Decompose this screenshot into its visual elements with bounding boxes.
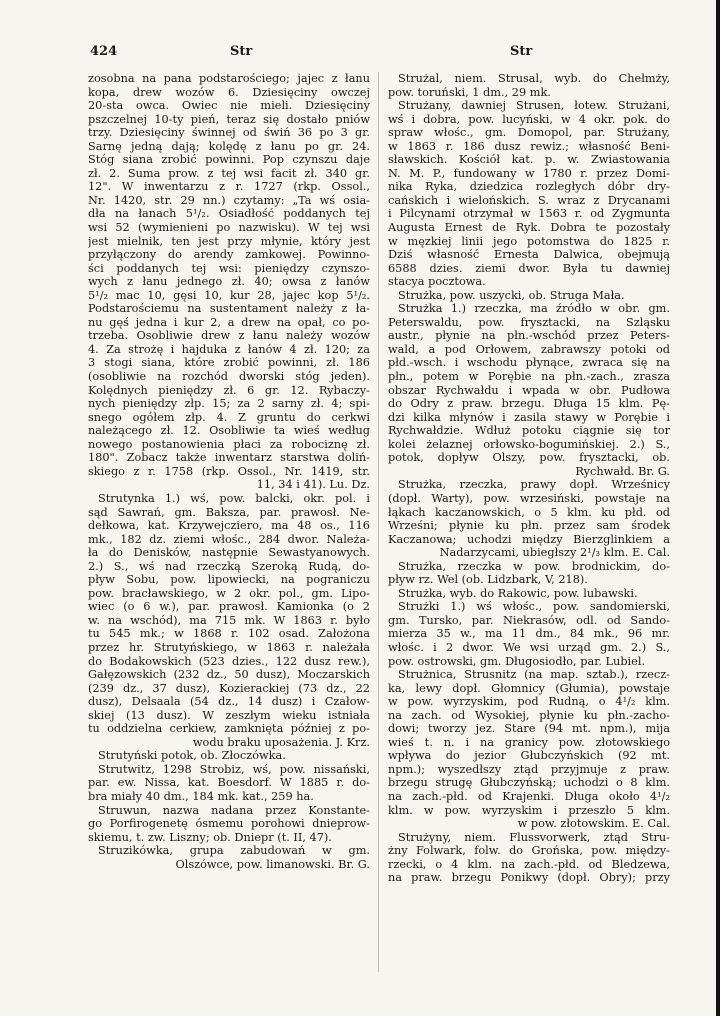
text-line: dusz), Delsaala (54 dz., 14 dusz) i Czałow- (88, 695, 370, 709)
text-line: brzegu strugę Głubczyńską; uchodzi o 8 klm. (388, 776, 670, 790)
right-text-column (388, 72, 670, 885)
text-line: Strużyny, niem. Flussvorwerk, ztąd Stru- (398, 830, 670, 844)
text-line: zł. 2. Suma prow. z tej wsi facit zł. 340 gr. (88, 166, 370, 180)
text-line: płn., potem w Porębie na płn.-zach., zrasza (388, 370, 670, 384)
page-edge-rule (716, 0, 720, 1016)
text-line: 2.) S., wś nad rzeczką Szeroką Rudą, do- (88, 559, 370, 573)
text-line: 180". Zobacz także inwentarz starstwa doliń- (88, 451, 370, 465)
text-line: go Porfirogenetę ósmemu porohowi dnieprow- (88, 817, 370, 831)
text-line: nu gęś jedna i kur 2, a drew na opał, co po- (88, 315, 370, 329)
text-line: w pow. złotowskim. E. Cal. (517, 817, 670, 831)
text-line: pływ rz. Wel (ob. Lidzbark, V, 218). (388, 573, 588, 587)
text-line: tu oddzielna cerkiew, zamknięta później z po- (88, 722, 370, 736)
text-line: wych z łanu jednego zł. 40; owsa z łanów (88, 275, 370, 289)
text-line: Rychwałdzie. Wdłuż potoku ciągnie się tor (388, 424, 670, 438)
text-line: 3 stogi siana, które zrobić powinni, zł. 186 (88, 356, 370, 370)
text-line: Dziś własność Ernesta Dalwica, obejmują (388, 248, 670, 262)
text-line: Struzikówka, grupa zabudowań w gm. (98, 844, 370, 858)
text-line: tu 545 mk.; w 1868 r. 102 osad. Założona (88, 627, 370, 641)
text-line: Kolędnych pieniędzy zł. 6 gr. 12. Rybaczy- (88, 383, 370, 397)
text-line: Sarnę jedną dają; kolędę z łanu po gr. 24. (88, 139, 370, 153)
text-line: N. M. P., fundowany w 1780 r. przez Domi- (388, 166, 670, 180)
text-line: nych pieniędzy złp. 15; za 2 sarny zł. 4; spi- (88, 397, 370, 411)
text-line: mierza 35 w., ma 11 dm., 84 mk., 96 mr. (388, 627, 670, 641)
text-line: dła na łanach 5¹/₂. Osiadłość poddanych tej (88, 207, 370, 221)
text-line: płd.-wsch. i wschodu płynące, zwraca się na (388, 356, 670, 370)
text-line: Peterswaldu, pow. frysztacki, na Szląsku (388, 315, 670, 329)
text-line: trzy. Dziesięciny świnnej od świń 36 po 3 gr. (88, 126, 370, 140)
text-line: par. ew. Nissa, kat. Boesdorf. W 1885 r. do- (88, 776, 370, 790)
text-line: austr., płynie na płn.-wschód przez Peters- (388, 329, 670, 343)
text-line: Kaczanowa; uchodzi między Bierzglinkiem a (388, 532, 670, 546)
text-line: wiec (o 6 w.), par. prawosł. Kamionka (o 2 (88, 600, 370, 614)
text-line: na zach. od Wysokiej, płynie ku płn.-zacho- (388, 708, 670, 722)
text-line: nika Ryka, dziedzica rozległych dóbr dry- (388, 180, 670, 194)
text-line: skiemu, t. zw. Liszny; ob. Dniepr (t. II, 47). (88, 830, 332, 844)
text-line: Strużka 1.) rzeczka, ma źródło w obr. gm. (398, 302, 670, 316)
text-line: Rychwałd. Br. G. (575, 464, 670, 478)
text-line: (osobliwie na rozchód dworski stóg jeden). (88, 370, 370, 384)
text-line: skiej (13 dusz). W zeszłym wieku istniała (88, 708, 370, 722)
text-line: na praw. brzegu Ponikwy (dopł. Obry); przy (388, 871, 670, 885)
right-running-head: Str (510, 44, 533, 59)
text-line: rzecki, o 4 klm. na zach.-płd. od Bledzewa, (388, 857, 670, 871)
text-line: wś i dobra, pow. lucyński, w 4 okr. pok. do (388, 112, 670, 126)
text-line: Strutynka 1.) wś, pow. balcki, okr. pol. i (98, 491, 370, 505)
left-text-column (88, 72, 370, 871)
text-line: Wrześni; płynie ku płn. przez sam środek (388, 519, 670, 533)
text-line: mk., 182 dz. ziemi włośc., 284 dwor. Należa- (88, 532, 370, 546)
text-line: wieś t. n. i na granicy pow. złotowskiego (388, 735, 670, 749)
text-line: pszczelnej 10-ty pień, teraz się dostało pniów (88, 112, 370, 126)
text-line: 11, 34 i 41). Lu. Dz. (256, 478, 370, 492)
text-line: Strużka, pow. uszycki, ob. Struga Mała. (398, 288, 625, 302)
text-line: Struwun, nazwa nadana przez Konstante- (98, 803, 370, 817)
text-line: potok, dopływ Olszy, pow. frysztacki, ob. (388, 451, 670, 465)
text-line: Strutyński potok, ob. Złoczówka. (98, 749, 286, 763)
text-line: snego ogółem złp. 4. Z gruntu do cerkwi (88, 410, 370, 424)
text-line: pow. bracławskiego, w 2 okr. pol., gm. Lipo- (88, 586, 370, 600)
left-running-head: Str (230, 44, 253, 59)
text-line: w męzkiej linii jego potomstwa do 1825 r. (388, 234, 670, 248)
text-line: npm.); wyszedłszy ztąd przyjmuje z praw. (388, 762, 670, 776)
text-line: Strużka, wyb. do Rakowic, pow. lubawski. (398, 586, 638, 600)
text-line: Strutwitz, 1298 Strobiz, wś, pow. nissański, (98, 762, 370, 776)
text-line: 6588 dzies. ziemi dwor. Była tu dawniej (388, 261, 670, 275)
text-line: do Bodakowskich (523 dzies., 122 dusz rew.), (88, 654, 370, 668)
text-line: (dopł. Warty), pow. wrzesiński, powstaje na (388, 491, 670, 505)
text-line: skiego z r. 1758 (rkp. Ossol., Nr. 1419, str. (88, 464, 370, 478)
text-line: Nr. 1420, str. 29 nn.) czytamy: „Ta wś osia- (88, 193, 370, 207)
text-line: pow. ostrowski, gm. Długosiodło, par. Lubiel. (388, 654, 646, 668)
text-line: Augusta Ernest de Ryk. Dobra te pozostały (388, 221, 670, 235)
text-line: przez hr. Strutyńskiego, w 1863 r. należała (88, 640, 370, 654)
text-line: Nadarzycami, ubiegłszy 2¹/₃ klm. E. Cal. (439, 546, 670, 560)
column-divider (378, 72, 379, 972)
text-line: Strużka, rzeczka w pow. brodnickim, do- (398, 559, 670, 573)
text-line: klm. w pow. wyrzyskim i przeszło 5 klm. (388, 803, 670, 817)
text-line: żny Folwark, folw. do Grońska, pow. między- (388, 844, 670, 858)
text-line: dzi kilka młynów i zasila stawy w Porębie i (388, 410, 670, 424)
page-header (90, 44, 690, 64)
text-line: zosobna na pana podstarościego; jajec z łanu (88, 72, 370, 85)
text-line: 5¹/₂ mac 10, gęsi 10, kur 28, jajec kop 5¹/₂. (88, 288, 370, 302)
text-line: włośc. i 2 dwor. We wsi urząd gm. 2.) S., (388, 640, 670, 654)
text-line: sąd Sawrań, gm. Baksza, par. prawosł. Ne- (88, 505, 370, 519)
text-line: obszar Rychwałdu i wpada w obr. Pudłowa (388, 383, 670, 397)
text-line: do Odry z praw. brzegu. Długa 15 klm. Pę- (388, 397, 670, 411)
text-line: 12". W inwentarzu z r. 1727 (rkp. Ossol., (88, 180, 370, 194)
text-line: łąkach kaczanowskich, o 5 klm. ku płd. od (388, 505, 670, 519)
text-line: Strużnica, Strusnitz (na map. sztab.), rzecz- (398, 668, 670, 682)
text-line: Olszówce, pow. limanowski. Br. G. (175, 857, 370, 871)
text-line: nowego postanowienia płaci za robociznę zł. (88, 437, 370, 451)
text-line: 20-sta owca. Owiec nie mieli. Dziesięciny (88, 99, 370, 113)
text-line: ści poddanych tej wsi: pieniędzy czynszo- (88, 261, 370, 275)
text-line: 4. Za strożę i hajduka z łanów 4 zł. 120; za (88, 342, 370, 356)
text-line: w 1863 r. 186 dusz rewiz.; własność Beni- (388, 139, 670, 153)
text-line: pływ Sobu, pow. lipowiecki, na pograniczu (88, 573, 370, 587)
text-line: Gałęzowskich (232 dz., 50 dusz), Moczarskich (88, 668, 370, 682)
text-line: cańskich i wielońskich. S. wraz z Drycanami (388, 193, 670, 207)
text-line: Strużany, dawniej Strusen, łotew. Strużani, (398, 99, 670, 113)
text-line: trzeba. Osobliwie drew z łanu należy wozów (88, 329, 370, 343)
text-line: wsi 52 (wymienieni po nazwisku). W tej wsi (88, 221, 370, 235)
text-line: przyłączony do arendy zamkowej. Powinno- (88, 248, 370, 262)
text-line: sławskich. Kościół kat. p. w. Zwiastowania (388, 153, 670, 167)
text-line: Podstarościemu na sustentament należy z ła- (88, 302, 370, 316)
text-line: wald, a pod Orłowem, zabrawszy potoki od (388, 342, 670, 356)
text-line: (239 dz., 37 dusz), Kozierackiej (73 dz., 22 (88, 681, 370, 695)
text-line: spraw włośc., gm. Domopol, par. Strużany, (388, 126, 670, 140)
text-line: Strużal, niem. Strusal, wyb. do Chełmży, (398, 72, 670, 85)
text-line: dowi; tworzy jez. Stare (94 mt. npm.), mija (388, 722, 670, 736)
text-line: w. na wschód), ma 715 mk. W 1863 r. było (88, 613, 370, 627)
text-line: wpływa do jezior Głubczyńskich (92 mt. (388, 749, 670, 763)
text-line: stacya pocztowa. (388, 275, 486, 289)
text-line: i Pilcynami otrzymał w 1563 r. od Zygmunta (388, 207, 670, 221)
text-line: wodu braku uposażenia. J. Krz. (192, 735, 370, 749)
text-line: kolei żelaznej orłowsko-bogumińskiej. 2.) S., (388, 437, 670, 451)
text-line: ła do Denisków, następnie Sewastyanowych. (88, 546, 370, 560)
text-line: kopa, drew wozów 6. Dziesięciny owczej (88, 85, 370, 99)
text-line: bra miały 40 dm., 184 mk. kat., 259 ha. (88, 789, 314, 803)
text-line: Stóg siana zrobić powinni. Pop czynszu daje (88, 153, 370, 167)
text-line: dełkowa, kat. Krzywejcziero, ma 48 os., 116 (88, 519, 370, 533)
text-line: na zach.-płd. od Krajenki. Długa około 4¹/₂ (388, 789, 670, 803)
text-line: należącego zł. 12. Osobliwie ta wieś według (88, 424, 370, 438)
text-line: pow. toruński, 1 dm., 29 mk. (388, 85, 551, 99)
text-line: w pow. wyrzyskim, pod Rudną, o 4¹/₂ klm. (388, 695, 670, 709)
page-number: 424 (90, 44, 118, 59)
text-line: Strużki 1.) wś włośc., pow. sandomierski, (398, 600, 670, 614)
text-line: Strużka, rzeczka, prawy dopł. Wrześnicy (398, 478, 670, 492)
text-line: gm. Tursko, par. Niekrasów, odl. od Sando- (388, 613, 670, 627)
text-line: ka, lewy dopł. Głomnicy (Głumia), powstaje (388, 681, 670, 695)
text-line: jest mielnik, ten jest przy młynie, który jest (88, 234, 370, 248)
